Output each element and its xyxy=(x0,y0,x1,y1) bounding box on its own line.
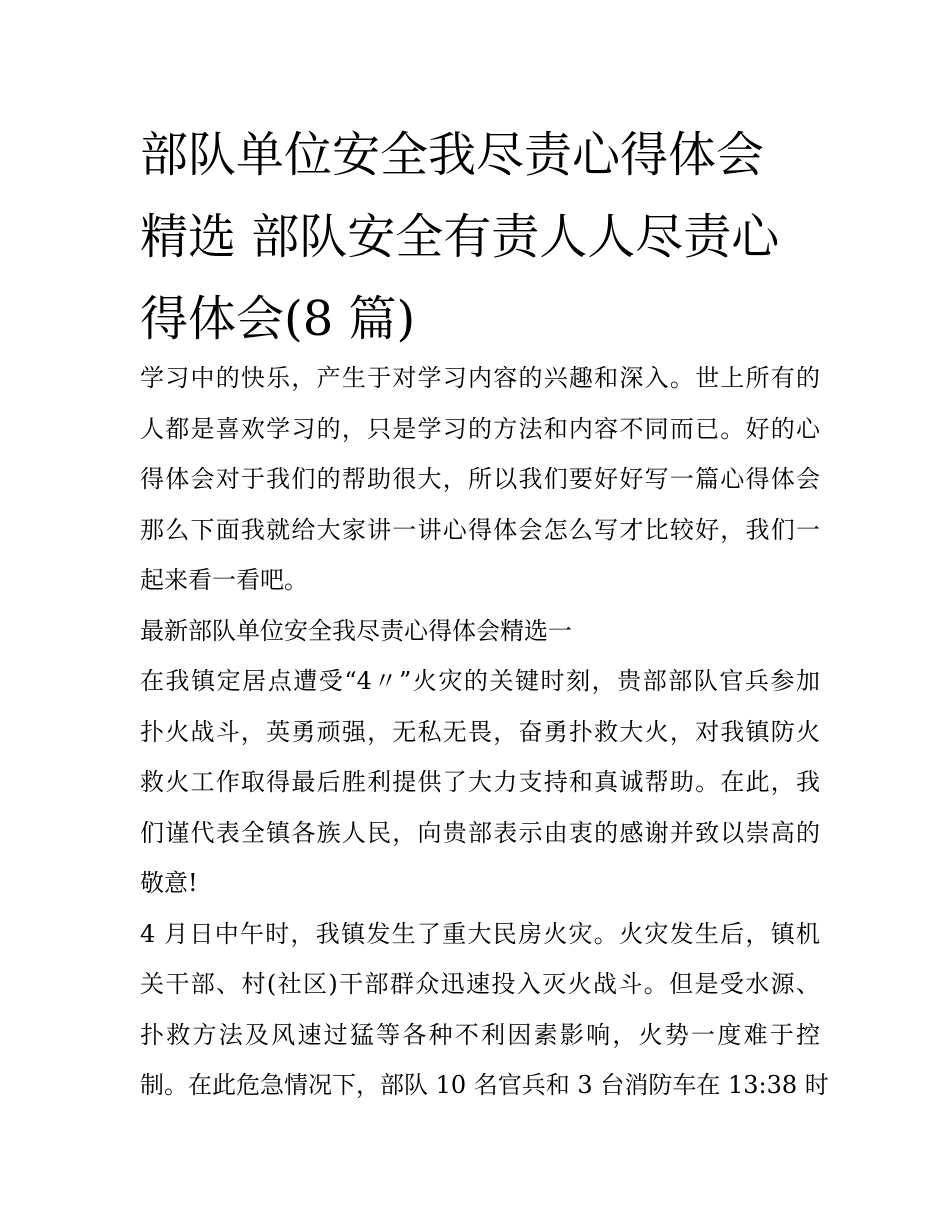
intro-line-2: 人都是喜欢学习的，只是学习的方法和内容不同而已。好的心 xyxy=(140,414,820,443)
paragraph-2-line-2: 关干部、村(社区)干部群众迅速投入灭火战斗。但是受水源、 xyxy=(140,970,820,998)
intro-paragraph xyxy=(140,353,820,606)
title-line-1: 部队单位安全我尽责心得体会 xyxy=(140,127,765,183)
title-line-3: 得体会(8 篇) xyxy=(140,291,416,347)
document-title xyxy=(140,114,820,360)
intro-line-4: 那么下面我就给大家讲一讲心得体会怎么写才比较好，我们一 xyxy=(140,515,820,544)
intro-line-5: 起来看一看吧。 xyxy=(140,566,308,594)
title-line-2: 精选 部队安全有责人人尽责心 xyxy=(140,209,780,265)
section-heading: 最新部队单位安全我尽责心得体会精选一 xyxy=(140,616,572,645)
paragraph-1 xyxy=(140,656,820,909)
paragraph-1-line-3: 救火工作取得最后胜利提供了大力支持和真诚帮助。在此，我 xyxy=(140,768,820,796)
paragraph-2 xyxy=(140,909,829,1111)
intro-line-1: 学习中的快乐，产生于对学习内容的兴趣和深入。世上所有的 xyxy=(140,364,820,392)
document-body xyxy=(140,353,829,1111)
intro-line-3: 得体会对于我们的帮助很大，所以我们要好好写一篇心得体会 xyxy=(140,465,820,493)
paragraph-1-line-4: 们谨代表全镇各族人民，向贵部表示由衷的感谢并致以崇高的 xyxy=(140,818,820,847)
paragraph-1-line-1: 在我镇定居点遭受“4〃”火灾的关键时刻，贵部部队官兵参加 xyxy=(140,667,820,695)
paragraph-1-line-2: 扑火战斗，英勇顽强，无私无畏，奋勇扑救大火，对我镇防火 xyxy=(140,717,820,746)
paragraph-2-line-3: 扑救方法及风速过猛等各种不利因素影响，火势一度难于控 xyxy=(140,1020,820,1049)
paragraph-1-line-5: 敬意! xyxy=(140,869,198,897)
paragraph-2-line-4: 制。在此危急情况下，部队 10 名官兵和 3 台消防车在 13:38 时 xyxy=(140,1071,829,1099)
paragraph-2-line-1: 4 月日中午时，我镇发生了重大民房火灾。火灾发生后，镇机 xyxy=(140,919,820,948)
